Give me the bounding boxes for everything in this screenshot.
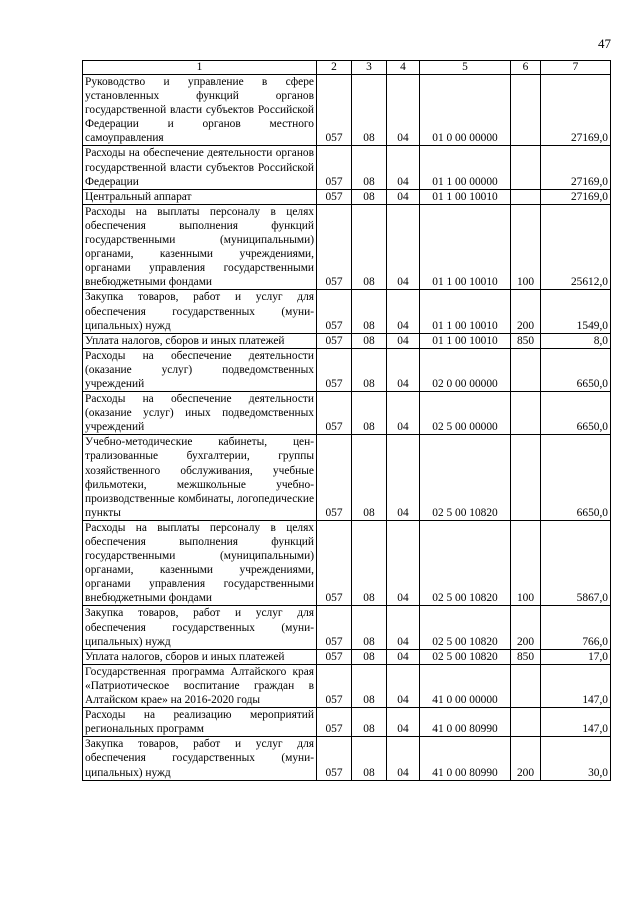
table-row <box>83 146 611 189</box>
target-article-cell: 02 5 00 10820 <box>420 649 511 664</box>
target-article-cell: 01 1 00 10010 <box>420 204 511 290</box>
expense-type-cell: 100 <box>511 520 541 606</box>
target-article-cell: 41 0 00 80990 <box>420 737 511 780</box>
ministry-code-cell: 057 <box>317 146 352 189</box>
amount-cell: 766,0 <box>541 606 611 649</box>
section-code-cell: 08 <box>352 649 387 664</box>
expense-name-cell: Центральный аппарат <box>83 189 317 204</box>
target-article-cell: 41 0 00 80990 <box>420 708 511 737</box>
expense-name-cell: Расходы на выплаты персоналу в целях обеспечения выполнения функций государственными (муниципальными) органами, казенными учреждениями, органами управления государственными внебюджетными фондами <box>83 520 317 606</box>
ministry-code-cell: 057 <box>317 664 352 707</box>
amount-cell: 8,0 <box>541 333 611 348</box>
subsection-code-cell: 04 <box>387 333 420 348</box>
expense-type-cell: 850 <box>511 333 541 348</box>
expense-name-cell: Уплата налогов, сборов и иных платежей <box>83 333 317 348</box>
expense-type-cell: 100 <box>511 204 541 290</box>
amount-cell: 6650,0 <box>541 348 611 391</box>
ministry-code-cell: 057 <box>317 435 352 521</box>
expense-type-cell <box>511 146 541 189</box>
section-code-cell: 08 <box>352 520 387 606</box>
ministry-code-cell: 057 <box>317 348 352 391</box>
target-article-cell: 01 1 00 00000 <box>420 146 511 189</box>
section-code-cell: 08 <box>352 333 387 348</box>
section-code-cell: 08 <box>352 189 387 204</box>
header-col-3: 3 <box>352 61 387 75</box>
budget-table-body <box>83 61 611 781</box>
table-row <box>83 392 611 435</box>
subsection-code-cell: 04 <box>387 392 420 435</box>
target-article-cell: 01 1 00 10010 <box>420 333 511 348</box>
expense-name-cell: Учебно-методические кабинеты, централизованные бухгалтерии, группы хозяйственного обслуживания, учебные фильмотеки, межшкольные учебно-производственные комбинаты, логопедические пункты <box>83 435 317 521</box>
subsection-code-cell: 04 <box>387 708 420 737</box>
expense-name-cell: Расходы на выплаты персоналу в целях обеспечения выполнения функций государственными (муниципальными) органами, казенными учреждениями, органами управления государственными внебюджетными фондами <box>83 204 317 290</box>
table-row <box>83 649 611 664</box>
subsection-code-cell: 04 <box>387 520 420 606</box>
amount-cell: 30,0 <box>541 737 611 780</box>
section-code-cell: 08 <box>352 606 387 649</box>
expense-type-cell: 200 <box>511 606 541 649</box>
section-code-cell: 08 <box>352 708 387 737</box>
section-code-cell: 08 <box>352 204 387 290</box>
section-code-cell: 08 <box>352 737 387 780</box>
expense-name-cell: Уплата налогов, сборов и иных платежей <box>83 649 317 664</box>
header-col-2: 2 <box>317 61 352 75</box>
subsection-code-cell: 04 <box>387 606 420 649</box>
section-code-cell: 08 <box>352 290 387 333</box>
amount-cell: 27169,0 <box>541 146 611 189</box>
subsection-code-cell: 04 <box>387 649 420 664</box>
header-col-6: 6 <box>511 61 541 75</box>
expense-name-cell: Закупка товаров, работ и услуг для обеспечения государственных (муниципальных) нужд <box>83 606 317 649</box>
table-row <box>83 290 611 333</box>
expense-name-cell: Расходы на реализацию мероприятий региональных программ <box>83 708 317 737</box>
amount-cell: 147,0 <box>541 708 611 737</box>
target-article-cell: 01 0 00 00000 <box>420 75 511 146</box>
ministry-code-cell: 057 <box>317 189 352 204</box>
expense-name-cell: Расходы на обеспечение деятельности (оказание услуг) подведомственных учреждений <box>83 348 317 391</box>
subsection-code-cell: 04 <box>387 348 420 391</box>
page-number: 47 <box>598 36 611 51</box>
subsection-code-cell: 04 <box>387 435 420 521</box>
header-col-7: 7 <box>541 61 611 75</box>
table-header-row <box>83 61 611 75</box>
subsection-code-cell: 04 <box>387 189 420 204</box>
amount-cell: 5867,0 <box>541 520 611 606</box>
expense-type-cell <box>511 392 541 435</box>
table-row <box>83 664 611 707</box>
ministry-code-cell: 057 <box>317 737 352 780</box>
table-row <box>83 348 611 391</box>
target-article-cell: 02 5 00 10820 <box>420 520 511 606</box>
expense-name-cell: Расходы на обеспечение деятельности органов государственной власти субъектов Российской Федерации <box>83 146 317 189</box>
target-article-cell: 02 5 00 10820 <box>420 435 511 521</box>
table-row <box>83 708 611 737</box>
expense-name-cell: Государственная программа Алтайского края «Патриотическое воспитание граждан в Алтайском крае» на 2016-2020 годы <box>83 664 317 707</box>
section-code-cell: 08 <box>352 348 387 391</box>
amount-cell: 27169,0 <box>541 75 611 146</box>
ministry-code-cell: 057 <box>317 392 352 435</box>
target-article-cell: 02 0 00 00000 <box>420 348 511 391</box>
table-row <box>83 333 611 348</box>
section-code-cell: 08 <box>352 75 387 146</box>
amount-cell: 6650,0 <box>541 435 611 521</box>
ministry-code-cell: 057 <box>317 606 352 649</box>
subsection-code-cell: 04 <box>387 737 420 780</box>
subsection-code-cell: 04 <box>387 75 420 146</box>
budget-table <box>82 60 611 781</box>
section-code-cell: 08 <box>352 146 387 189</box>
amount-cell: 147,0 <box>541 664 611 707</box>
table-row <box>83 520 611 606</box>
expense-type-cell <box>511 435 541 521</box>
expense-type-cell <box>511 75 541 146</box>
table-row <box>83 435 611 521</box>
expense-type-cell: 850 <box>511 649 541 664</box>
amount-cell: 6650,0 <box>541 392 611 435</box>
target-article-cell: 01 1 00 10010 <box>420 189 511 204</box>
expense-type-cell <box>511 348 541 391</box>
ministry-code-cell: 057 <box>317 333 352 348</box>
amount-cell: 27169,0 <box>541 189 611 204</box>
expense-type-cell: 200 <box>511 290 541 333</box>
subsection-code-cell: 04 <box>387 664 420 707</box>
target-article-cell: 01 1 00 10010 <box>420 290 511 333</box>
expense-name-cell: Руководство и управление в сфере установленных функций органов государственной власти субъектов Российской Федерации и органов местного самоуправления <box>83 75 317 146</box>
table-row <box>83 606 611 649</box>
target-article-cell: 02 5 00 00000 <box>420 392 511 435</box>
subsection-code-cell: 04 <box>387 204 420 290</box>
subsection-code-cell: 04 <box>387 146 420 189</box>
table-row <box>83 204 611 290</box>
table-row <box>83 737 611 780</box>
expense-type-cell <box>511 189 541 204</box>
table-row <box>83 75 611 146</box>
amount-cell: 25612,0 <box>541 204 611 290</box>
expense-type-cell <box>511 708 541 737</box>
expense-name-cell: Расходы на обеспечение деятельности (оказание услуг) иных подведомственных учреждений <box>83 392 317 435</box>
section-code-cell: 08 <box>352 435 387 521</box>
table-row <box>83 189 611 204</box>
expense-name-cell: Закупка товаров, работ и услуг для обеспечения государственных (муниципальных) нужд <box>83 737 317 780</box>
target-article-cell: 02 5 00 10820 <box>420 606 511 649</box>
header-col-4: 4 <box>387 61 420 75</box>
expense-name-cell: Закупка товаров, работ и услуг для обеспечения государственных (муниципальных) нужд <box>83 290 317 333</box>
ministry-code-cell: 057 <box>317 75 352 146</box>
ministry-code-cell: 057 <box>317 520 352 606</box>
section-code-cell: 08 <box>352 392 387 435</box>
ministry-code-cell: 057 <box>317 290 352 333</box>
header-col-5: 5 <box>420 61 511 75</box>
amount-cell: 1549,0 <box>541 290 611 333</box>
subsection-code-cell: 04 <box>387 290 420 333</box>
expense-type-cell: 200 <box>511 737 541 780</box>
header-col-1: 1 <box>83 61 317 75</box>
ministry-code-cell: 057 <box>317 649 352 664</box>
ministry-code-cell: 057 <box>317 204 352 290</box>
section-code-cell: 08 <box>352 664 387 707</box>
ministry-code-cell: 057 <box>317 708 352 737</box>
amount-cell: 17,0 <box>541 649 611 664</box>
expense-type-cell <box>511 664 541 707</box>
target-article-cell: 41 0 00 00000 <box>420 664 511 707</box>
